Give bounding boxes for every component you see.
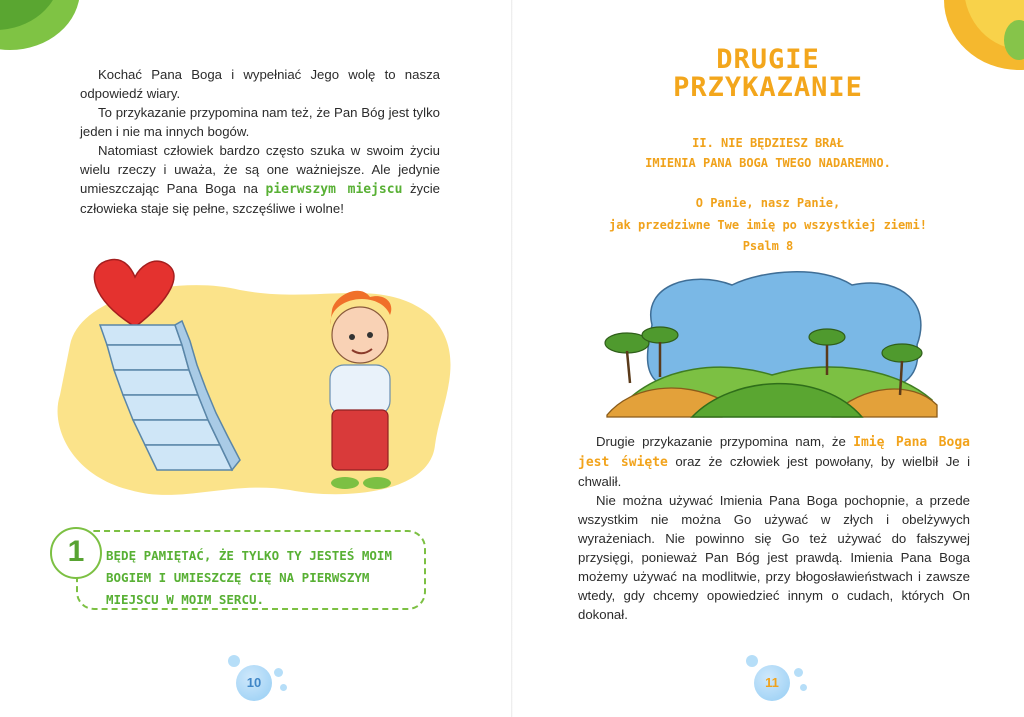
paragraph <box>578 432 970 491</box>
commandment-line1: II. NIE BĘDZIESZ BRAŁ <box>692 136 844 150</box>
paragraph-text: Natomiast człowiek bardzo często szuka w swoim życiu wielu rzeczy i uważa, że są one ważniejsze. Ale jedynie umieszczając Pana Boga na <box>80 143 440 196</box>
heart-stairs-illustration <box>40 255 460 505</box>
paragraph: To przykazanie przypomina nam też, że Pan Bóg jest tylko jeden i nie ma innych bogów. <box>80 105 440 139</box>
page-number: 11 <box>754 665 790 701</box>
paragraph <box>80 141 440 218</box>
left-body-text <box>80 65 440 218</box>
page-title-line2: PRZYKAZANIE <box>673 72 863 103</box>
paragraph-text: Drugie przykazanie przypomina nam, że <box>596 434 854 449</box>
paragraph-text: życie człowieka staje się pełne, szczęśliwe i wolne! <box>80 181 440 216</box>
right-body-text <box>578 432 970 624</box>
page-title-line1: DRUGIE <box>716 44 820 75</box>
right-page <box>512 0 1024 717</box>
commandment-line2: IMIENIA PANA BOGA TWEGO NADAREMNO. <box>645 156 891 170</box>
commitment-text: BĘDĘ PAMIĘTAĆ, ŻE TYLKO TY JESTEŚ MOIM BOGIEM I UMIESZCZĘ CIĘ NA PIERWSZYM MIEJSCU W MOIM SERCU. <box>106 548 392 607</box>
paragraph: Nie można używać Imienia Pana Boga pochopnie, a przede wszystkim nie można Go używać w złych i obelżywych wyrażeniach. Nie powinno się Go też używać do fałszywej przysięgi, ponieważ Pan Bóg jest prawdą. Imienia Pana Boga możemy używać na modlitwie, przy błogosławieństwach i zawsze wtedy, gdy chcemy opowiedzieć innym o cudach, których On dokonał. <box>578 493 970 622</box>
bubble-decoration <box>280 684 287 691</box>
page-number: 10 <box>236 665 272 701</box>
bubble-decoration <box>794 668 803 677</box>
psalm-reference: Psalm 8 <box>742 239 794 253</box>
bubble-decoration <box>274 668 283 677</box>
commitment-number: 1 <box>50 527 102 579</box>
psalm-line1: O Panie, nasz Panie, <box>695 196 841 210</box>
yellow-blob <box>58 285 451 495</box>
bubble-decoration <box>800 684 807 691</box>
paragraph-text: oraz że człowiek jest powołany, by wielbił Je i chwalił. <box>578 454 971 489</box>
paragraph: Kochać Pana Boga i wypełniać Jego wolę to nasza odpowiedź wiary. <box>80 67 440 101</box>
sky-blob <box>648 272 921 386</box>
highlight-text: pierwszym miejscu <box>265 182 403 197</box>
bubble-decoration <box>228 655 240 667</box>
bubble-decoration <box>746 655 758 667</box>
highlight-text: Imię Pana Boga jest święte <box>578 435 970 470</box>
psalm-line2: jak przedziwne Twe imię po wszystkiej ziemi! <box>609 218 927 232</box>
landscape-illustration <box>602 265 942 425</box>
boy-figure <box>330 291 391 489</box>
